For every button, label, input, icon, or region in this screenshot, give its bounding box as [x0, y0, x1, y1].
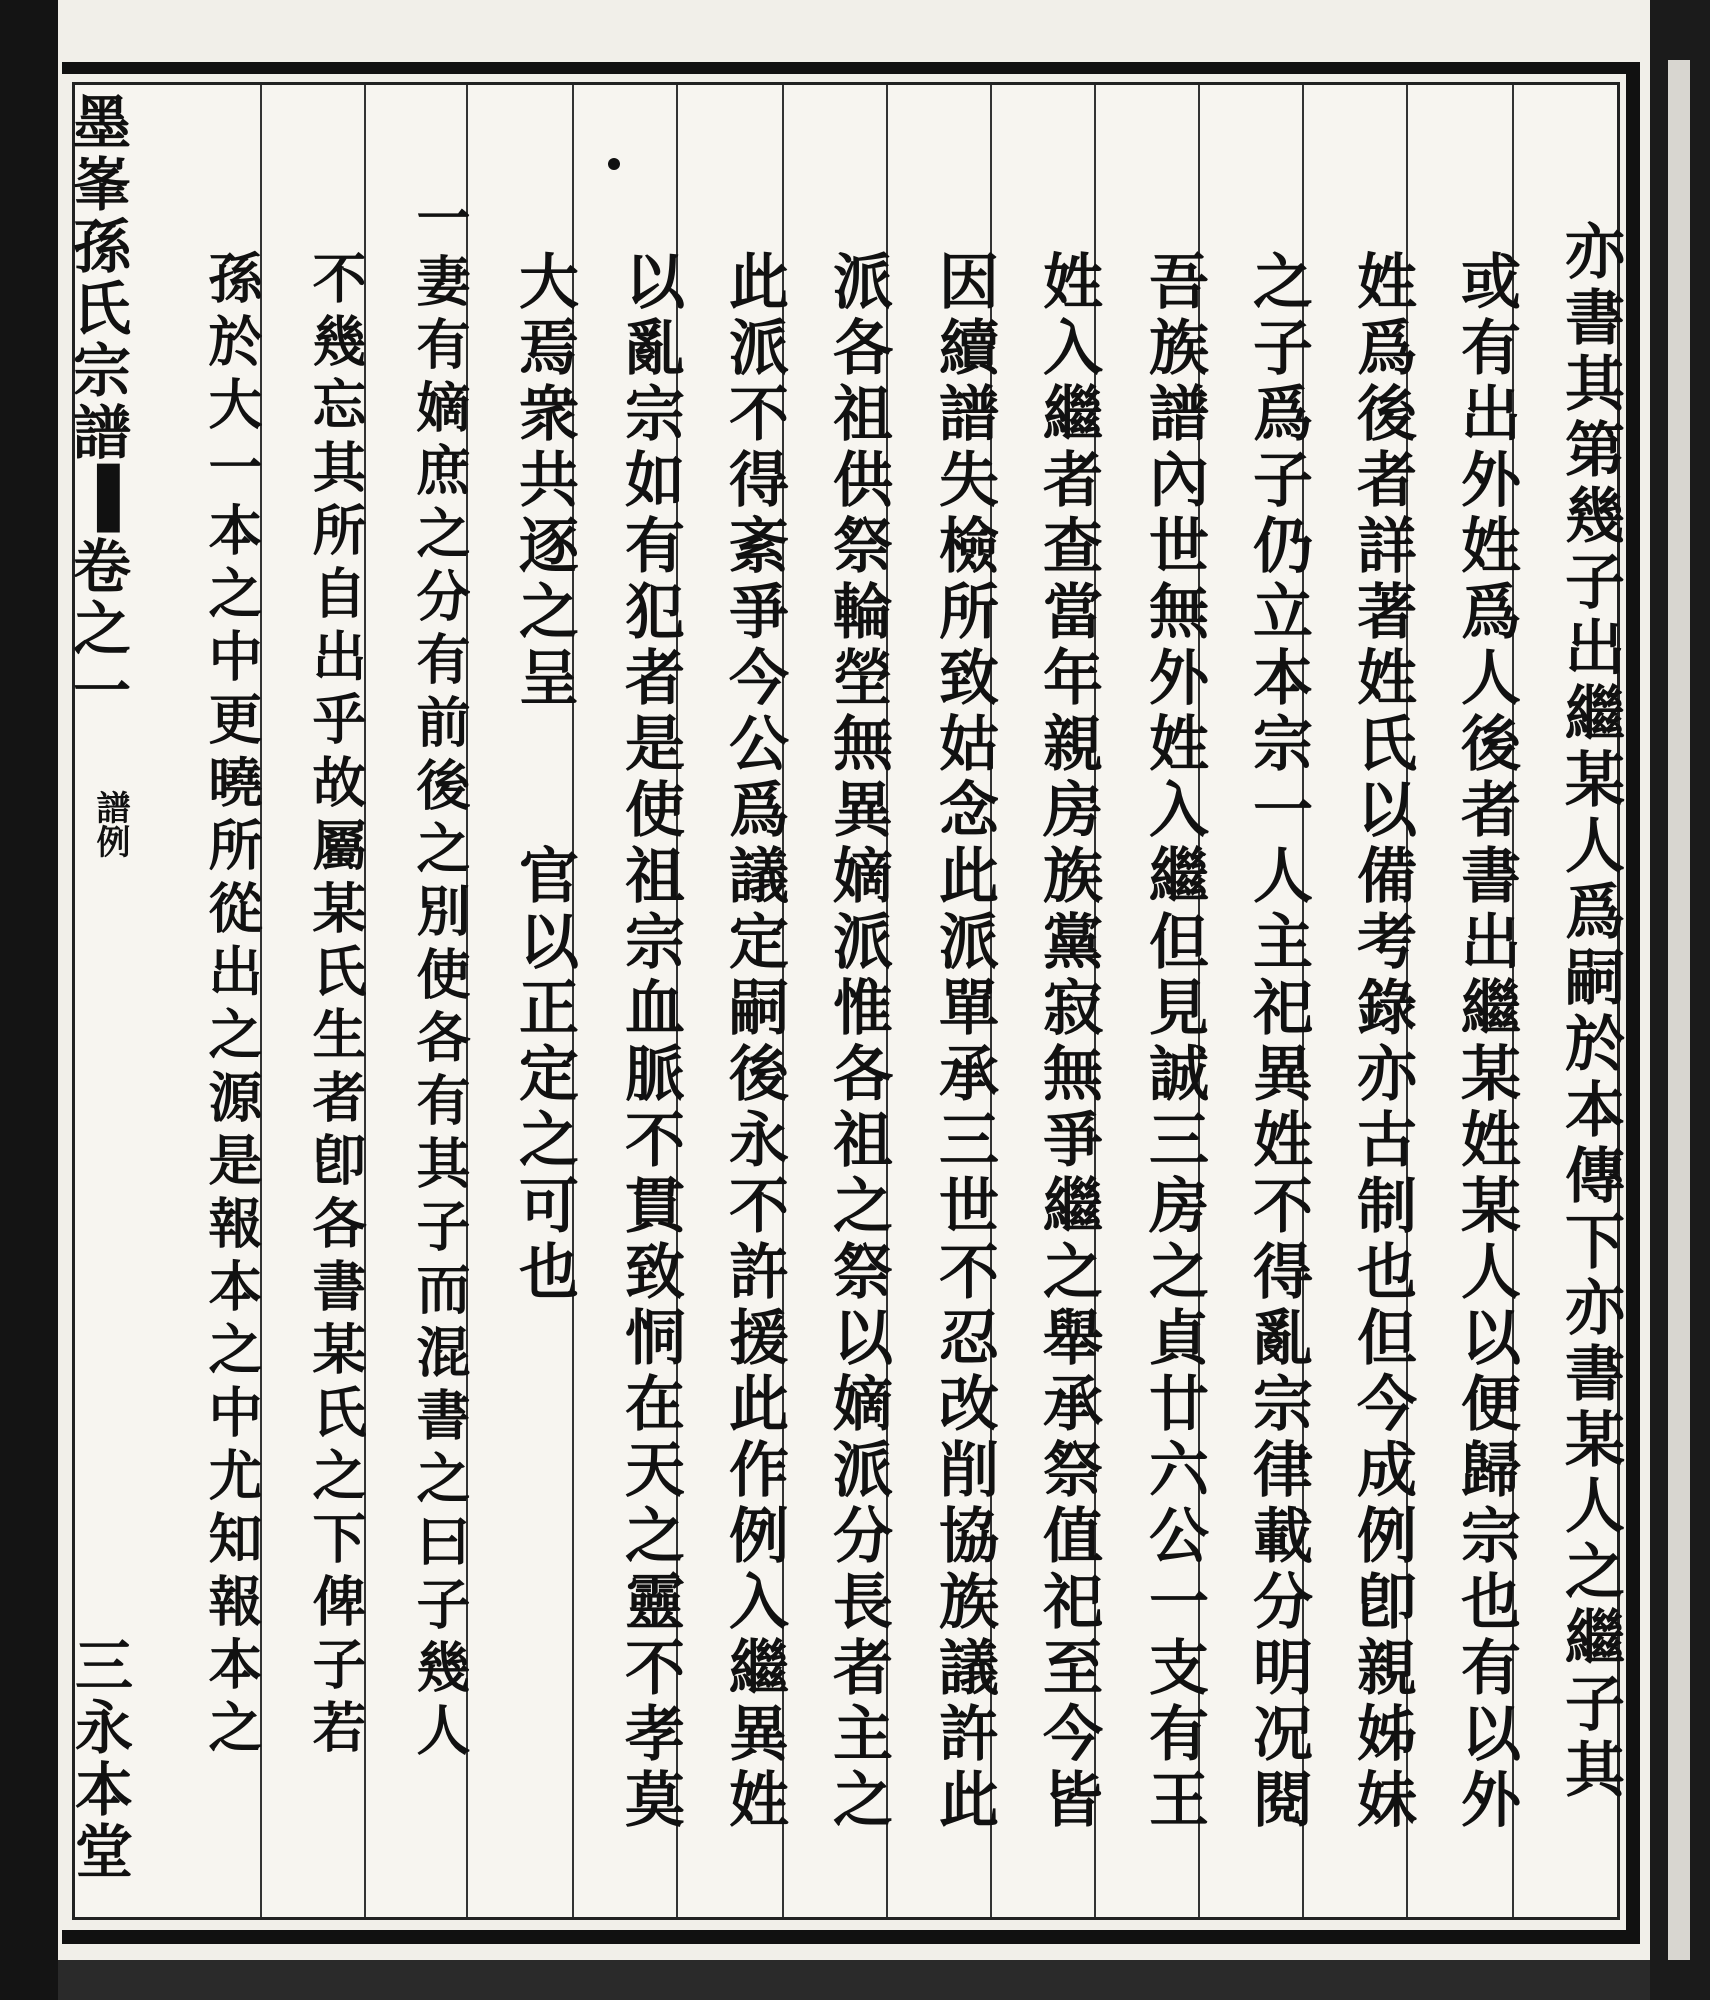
book-title: 墨峯孫氏宗譜▐卷之一 — [63, 92, 131, 722]
text-column-4: 之子爲子仍立本宗一人主祀異姓不得亂宗律載分明况閱 — [1243, 250, 1313, 1834]
scan-edge-bottom — [58, 1960, 1650, 2000]
text-column-14: 孫於大一本之中更曉所從出之源是報本之中尤知報本之 — [200, 250, 264, 1762]
text-column-9: 此派不得紊爭今公爲議定嗣後永不許援此作例入繼異姓 — [719, 250, 789, 1834]
text-column-6: 姓入繼者查當年親房族黨寂無爭繼之舉承祭值祀至今皆 — [1033, 250, 1103, 1834]
section-label: 譜例 — [90, 790, 130, 858]
punctuation-dot — [608, 158, 620, 170]
text-column-8: 派各祖供祭輪塋無異嫡派惟各祖之祭以嫡派分長者主之 — [823, 250, 893, 1834]
text-column-3: 姓爲後者詳著姓氏以備考錄亦古制也但今成例卽親姊妹 — [1347, 250, 1417, 1834]
scan-edge-right — [1650, 0, 1710, 2000]
text-column-13: 不幾忘其所自出乎故屬某氏生者卽各書某氏之下俾子若 — [304, 250, 368, 1762]
text-column-11: 大焉衆共逐之呈 官以正定之可也 — [509, 250, 579, 1306]
text-column-5: 吾族譜內世無外姓入繼但見誠三房之貞廿六公一支有王 — [1139, 250, 1209, 1834]
text-column-12: 一妻有嫡庶之分有前後之別使各有其子而混書之曰子幾人 — [408, 190, 472, 1765]
text-column-2: 或有出外姓爲人後者書出繼某姓某人以便歸宗也有以外 — [1451, 250, 1521, 1834]
text-column-7: 因續譜失檢所致姑念此派單承三世不忍改削協族議許此 — [929, 250, 999, 1834]
page-number: 三永本堂 — [65, 1635, 133, 1883]
text-column-10: 以亂宗如有犯者是使祖宗血脈不貫致恫在天之靈不孝莫 — [615, 250, 685, 1834]
scan-edge-left — [0, 0, 58, 2000]
text-column-1: 亦書其第幾子出繼某人爲嗣於本傳下亦書某人之繼子其 — [1555, 220, 1625, 1804]
